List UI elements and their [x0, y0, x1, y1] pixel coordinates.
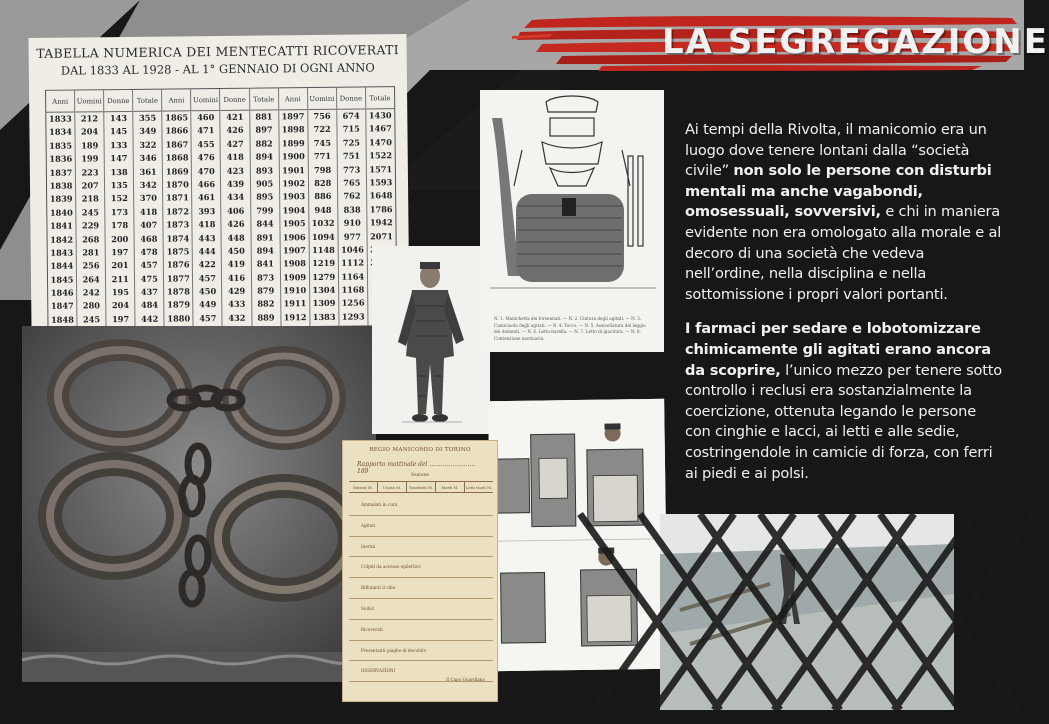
table-column: [46, 91, 78, 329]
table-cell: 1844: [50, 260, 74, 272]
table-cell: 715: [342, 123, 360, 135]
table-cell: 841: [256, 258, 275, 269]
register-form-document: [342, 440, 498, 702]
table-cell: 1872: [166, 206, 190, 217]
table-cell: 218: [81, 193, 99, 204]
table-cell: 1168: [341, 284, 365, 295]
register-headers: [349, 481, 493, 493]
table-cell: 264: [82, 273, 100, 285]
table-cell: 437: [140, 286, 159, 297]
table-cell: 1899: [281, 137, 305, 149]
paragraph-1-bold: non solo le persone con disturbi mentali ma anche vagabondi, omosessuali, sovversivi,: [685, 162, 992, 221]
table-cell: 1219: [312, 258, 336, 269]
table-header-cell: Uomini: [75, 90, 103, 112]
table-doc-subtitle: DAL 1833 AL 1928 - AL 1° GENNAIO DI OGNI ANNO: [60, 60, 375, 78]
table-cell: 1279: [312, 271, 336, 282]
page-title: LA SEGREGAZIONE: [662, 22, 1049, 62]
table-cell: 894: [255, 151, 273, 162]
apparatus-caption: N. 1. Manichetta dei forsennati. — N. 2. Cintura degli agitati. — N. 3. Camiciuola degli agitati. — N. 4. Tocco. — N. 5. Assicellatura del leggio dei dementi. — N. 6. Letto-barella. — N. 7. Letto di giacitura. — N. 8. Contenzione mortuaria.: [494, 316, 646, 341]
table-cell: 406: [227, 205, 245, 216]
table-cell: 207: [81, 180, 99, 191]
table-cell: 434: [227, 192, 245, 203]
table-cell: 443: [198, 232, 216, 243]
straitjacket-figure-illustration: [372, 246, 490, 434]
table-cell: 894: [256, 245, 274, 256]
table-cell: 895: [256, 191, 274, 202]
table-cell: 1897: [281, 111, 305, 122]
table-cell: 722: [313, 124, 331, 135]
table-cell: 1836: [49, 153, 73, 164]
table-cell: 798: [314, 164, 332, 175]
table-cell: 1865: [165, 112, 189, 123]
table-cell: 773: [343, 164, 361, 175]
table-cell: 1847: [50, 300, 74, 312]
table-cell: 1593: [369, 177, 393, 188]
table-cell: 355: [138, 112, 157, 123]
table-cell: 223: [81, 166, 99, 178]
table-header-cell: Donne: [104, 90, 132, 112]
table-cell: 448: [227, 232, 245, 243]
table-cell: 1648: [369, 190, 393, 201]
table-cell: 1901: [282, 164, 305, 175]
register-row: Rifiutanti il cibo: [349, 578, 493, 599]
table-column: [220, 89, 252, 327]
table-cell: 1840: [49, 207, 73, 218]
table-header-cell: Donne: [337, 87, 365, 109]
table-cell: 756: [313, 110, 331, 122]
table-cell: 1880: [167, 313, 191, 324]
table-cell: 725: [342, 137, 361, 148]
table-cell: 1910: [283, 285, 307, 296]
table-cell: 476: [197, 152, 215, 163]
handcuffs-photo: [22, 326, 376, 682]
table-cell: 1909: [283, 271, 307, 283]
table-cell: 349: [139, 126, 157, 137]
table-cell: 422: [198, 259, 216, 270]
table-cell: 418: [139, 206, 158, 217]
text-column: [685, 120, 1005, 498]
register-header-cell: Morti M.: [436, 482, 465, 492]
table-cell: 838: [343, 204, 361, 215]
register-section: Sezione: [410, 473, 430, 478]
table-cell: 450: [227, 245, 245, 256]
table-cell: 450: [198, 286, 217, 297]
table-column: [104, 90, 136, 328]
table-cell: 189: [81, 140, 99, 151]
table-cell: 212: [80, 113, 99, 124]
paragraph-1-intro: Ai tempi della Rivolta, il manicomio era un luogo dove tenere lontani dalla “società civile”: [685, 121, 987, 180]
table-cell: 457: [140, 259, 158, 271]
table-cell: 1942: [369, 217, 393, 228]
restraint-chairs-illustration: [488, 399, 668, 671]
table-cell: 346: [139, 152, 157, 164]
table-cell: 342: [139, 179, 157, 190]
table-header-cell: Anni: [162, 89, 190, 111]
table-cell: 152: [110, 193, 128, 204]
register-header-cell: Entrati M.: [349, 482, 378, 492]
table-cell: 133: [110, 139, 128, 150]
table-cell: 370: [139, 192, 158, 204]
table-cell: 361: [139, 166, 157, 177]
table-cell: 484: [140, 300, 159, 311]
table-cell: 1900: [281, 151, 305, 162]
paragraph-2: [685, 319, 1005, 484]
table-cell: 1911: [283, 298, 307, 309]
table-cell: 444: [198, 245, 216, 257]
table-doc-title: TABELLA NUMERICA DEI MENTECATTI RICOVERATI: [36, 42, 400, 61]
table-cell: 426: [227, 218, 245, 230]
table-cell: 470: [197, 165, 215, 176]
table-cell: 873: [256, 272, 275, 283]
register-row: Presentanti piaghe di decubito: [349, 641, 493, 662]
table-cell: 268: [82, 233, 100, 244]
table-cell: 449: [199, 299, 217, 310]
table-cell: 1837: [49, 167, 73, 178]
table-cell: 423: [226, 165, 244, 176]
table-cell: 893: [255, 164, 274, 176]
table-cell: 1877: [166, 272, 190, 284]
table-header-cell: Anni: [279, 88, 307, 110]
table-cell: 461: [197, 192, 216, 203]
table-cell: 138: [110, 166, 128, 177]
table-cell: 1875: [166, 246, 190, 257]
register-header-cell: Uscite M.: [378, 482, 407, 492]
table-cell: 199: [81, 153, 99, 164]
table-cell: 471: [197, 125, 215, 136]
table-column: [133, 90, 165, 328]
table-cell: 1839: [49, 193, 73, 205]
table-cell: 457: [198, 272, 217, 283]
table-cell: 1876: [166, 259, 190, 270]
table-cell: 1383: [312, 311, 336, 322]
table-cell: 195: [111, 287, 129, 298]
table-header-cell: Totale: [133, 90, 161, 112]
table-cell: 897: [255, 124, 273, 136]
table-cell: 1293: [341, 311, 365, 322]
register-rows: [349, 495, 493, 682]
table-cell: 1905: [282, 218, 306, 229]
table-cell: 828: [314, 177, 332, 188]
table-cell: 1867: [165, 139, 189, 150]
table-cell: 948: [314, 204, 332, 215]
table-column: [279, 88, 311, 326]
table-cell: 881: [255, 111, 273, 122]
table-cell: 280: [82, 300, 100, 311]
table-cell: 2071: [370, 230, 393, 241]
table-cell: 197: [111, 246, 129, 258]
table-cell: 1470: [369, 136, 392, 148]
table-cell: 178: [111, 220, 129, 231]
table-header-cell: Donne: [220, 89, 248, 111]
table-column: [162, 89, 194, 327]
table-cell: 416: [227, 272, 246, 283]
table-cell: 242: [82, 287, 100, 298]
table-cell: 1112: [341, 257, 365, 269]
table-cell: 1879: [167, 299, 191, 311]
table-cell: 173: [110, 206, 129, 217]
table-cell: 977: [343, 231, 361, 242]
table-column: [75, 90, 107, 328]
register-row: Colpiti da accesso epilettico: [349, 557, 493, 578]
register-row: Sudici: [349, 599, 493, 620]
table-cell: 1148: [312, 244, 335, 255]
table-cell: 1256: [341, 297, 365, 309]
table-cell: 460: [197, 112, 215, 123]
table-column: [308, 88, 340, 326]
register-header-cell: Letti vuoti M.: [465, 485, 493, 490]
table-cell: 245: [82, 314, 101, 325]
table-cell: 478: [140, 246, 158, 257]
table-cell: 1842: [50, 234, 74, 245]
table-cell: 762: [343, 190, 361, 202]
table-cell: 426: [226, 125, 244, 136]
register-title: REGIO MANICOMIO DI TORINO: [369, 447, 471, 453]
table-cell: 1866: [165, 125, 189, 136]
table-cell: 197: [112, 313, 130, 324]
table-cell: 751: [342, 150, 361, 161]
table-cell: 1912: [283, 311, 307, 323]
table-cell: 204: [111, 300, 130, 311]
table-cell: 882: [257, 298, 275, 310]
table-cell: 1903: [282, 191, 306, 202]
table-cell: 433: [228, 299, 246, 310]
table-cell: 745: [313, 137, 331, 148]
table-cell: 1868: [165, 152, 189, 163]
table-cell: 429: [228, 285, 246, 296]
patients-table: [45, 86, 397, 330]
table-cell: 418: [226, 151, 244, 163]
table-header-cell: Totale: [366, 87, 394, 109]
table-cell: 889: [257, 312, 275, 323]
table-cell: 771: [313, 150, 332, 162]
table-cell: 1878: [167, 286, 190, 297]
table-cell: 1902: [282, 178, 306, 189]
table-cell: 256: [82, 260, 100, 271]
table-cell: 844: [256, 218, 274, 229]
table-cell: 891: [256, 231, 274, 243]
table-cell: 1846: [50, 287, 74, 298]
restraint-devices-illustration: [480, 90, 664, 352]
table-cell: 200: [111, 233, 129, 244]
table-cell: 674: [342, 110, 360, 121]
table-cell: 1906: [282, 231, 306, 242]
table-cell: 457: [199, 312, 217, 324]
table-cell: 418: [198, 219, 216, 230]
table-cell: 468: [140, 233, 158, 244]
table-cell: 905: [255, 178, 274, 189]
table-cell: 322: [139, 139, 157, 150]
table-cell: 475: [140, 273, 158, 284]
table-cell: 799: [256, 205, 274, 216]
table-cell: 432: [228, 312, 246, 323]
register-footer: Il Capo Guardiano: [446, 677, 485, 682]
table-header-cell: Totale: [250, 88, 278, 110]
table-cell: 1304: [312, 284, 336, 296]
table-cell: 201: [111, 260, 129, 271]
table-cell: 765: [343, 177, 361, 188]
register-row: Ammalati in cura: [349, 495, 493, 516]
table-cell: 910: [343, 217, 361, 228]
table-cell: 393: [198, 205, 216, 216]
table-cell: 882: [255, 138, 273, 149]
paragraph-1: [685, 120, 1005, 305]
table-cell: 466: [197, 178, 216, 190]
table-column: [250, 88, 282, 326]
table-cell: 879: [257, 285, 275, 296]
register-row: Agitati: [349, 516, 493, 537]
table-cell: 1898: [281, 124, 305, 135]
table-cell: 455: [197, 138, 215, 150]
table-cell: 886: [314, 191, 332, 202]
table-cell: 1094: [311, 231, 335, 242]
table-cell: 1845: [50, 274, 74, 285]
table-cell: 1522: [369, 150, 393, 161]
table-cell: 147: [110, 153, 128, 164]
table-cell: 1873: [166, 219, 190, 230]
table-header-cell: Anni: [46, 91, 74, 113]
table-cell: 1904: [282, 204, 306, 216]
paragraph-1-rest: e chi in maniera evidente non era omologato alla morale e al decoro di una società che vedeva nell’ordine, nella disciplina e nella sottomissione i propri valori portanti.: [685, 203, 1002, 303]
table-cell: 427: [226, 138, 244, 149]
table-cell: 1838: [49, 180, 73, 191]
table-cell: 1046: [341, 244, 364, 255]
paragraph-2-bold: I farmaci per sedare e lobotomizzare chimicamente gli agitati erano ancora da scoprire,: [685, 320, 991, 379]
table-cell: 1874: [166, 232, 190, 244]
register-row: Ricoverati: [349, 620, 493, 641]
table-column: [337, 87, 369, 325]
table-cell: 419: [227, 259, 245, 270]
table-cell: 229: [81, 220, 100, 231]
table-cell: 1430: [368, 110, 392, 121]
table-header-cell: Uomini: [191, 89, 219, 111]
table-cell: 1833: [48, 113, 72, 124]
table-cell: 1871: [166, 192, 189, 203]
table-cell: 281: [82, 247, 100, 258]
table-cell: 145: [110, 126, 128, 137]
paragraph-2-rest: l’unico mezzo per tenere sotto controllo i reclusi era sostanzialmente la coercizione, ottenuta legando le persone con cinghie e lacci, ai letti e alle sedie, costringendole in camicie di forza, con ferri ai piedi e ai polsi.: [685, 361, 1002, 482]
table-cell: 1835: [49, 140, 73, 151]
table-cell: 1869: [165, 165, 189, 177]
table-cell: 1908: [283, 258, 306, 269]
table-cell: 1309: [312, 298, 336, 309]
table-cell: 1907: [282, 245, 306, 256]
table-cell: 1870: [165, 179, 189, 190]
register-report-line: Rapporto mattinale del ........................ 189: [357, 461, 476, 475]
table-cell: 1841: [50, 220, 73, 231]
table-cell: 143: [109, 112, 128, 124]
table-cell: 1032: [311, 217, 335, 229]
table-cell: 135: [110, 179, 128, 191]
table-cell: 1571: [369, 163, 393, 174]
table-cell: 204: [80, 126, 99, 137]
table-cell: 1164: [341, 271, 365, 282]
table-cell: 439: [226, 178, 245, 189]
table-cell: 211: [111, 273, 129, 284]
numeric-table-document: [28, 34, 409, 330]
table-cell: 1843: [50, 247, 74, 258]
table-cell: 1786: [369, 203, 393, 215]
table-column: [191, 89, 223, 327]
fence-photo: [660, 514, 954, 710]
table-header-cell: Uomini: [308, 88, 336, 110]
table-cell: 245: [81, 206, 100, 218]
register-row: Inermi: [349, 537, 493, 558]
table-cell: 1848: [51, 314, 74, 325]
table-cell: 1834: [49, 126, 72, 138]
table-cell: 421: [226, 111, 244, 122]
table-cell: 407: [140, 219, 158, 230]
table-cell: 442: [141, 313, 159, 324]
register-row: OSSERVAZIONI: [349, 661, 493, 682]
table-cell: 1467: [368, 123, 392, 134]
register-header-cell: Trasferiti M.: [407, 482, 436, 492]
